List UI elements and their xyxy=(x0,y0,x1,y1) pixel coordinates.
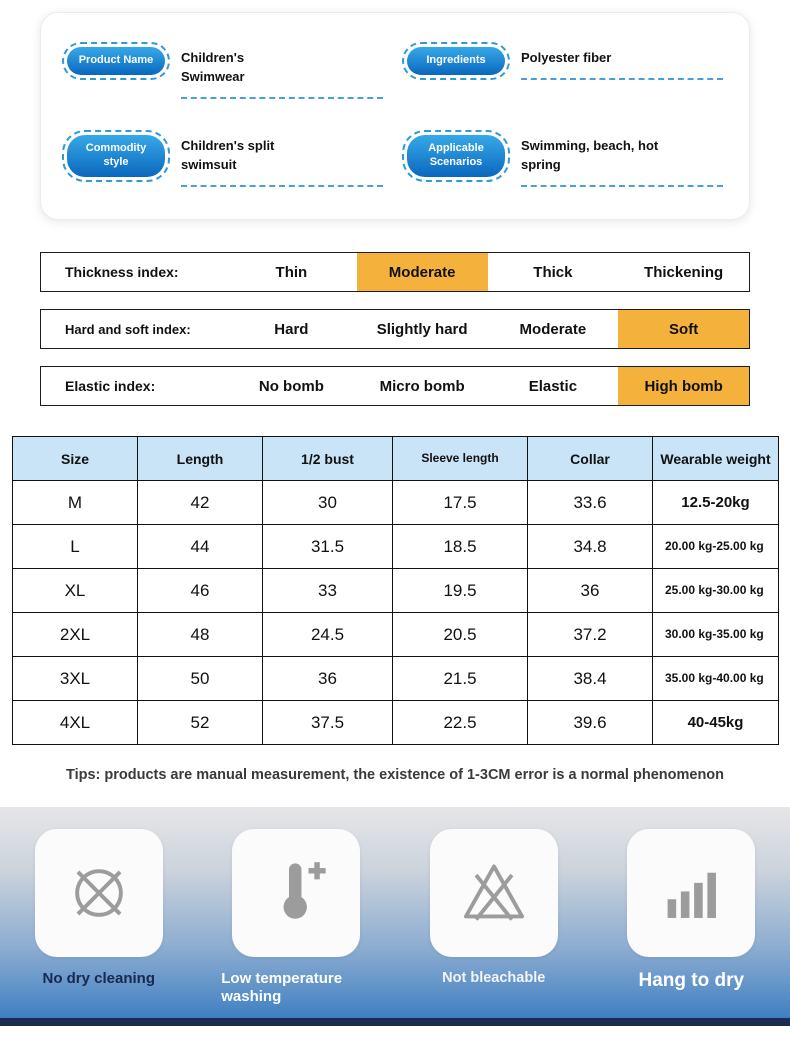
care-item-no-dry-cleaning xyxy=(6,829,192,988)
low-temperature-washing-icon xyxy=(257,854,335,932)
table-row xyxy=(13,481,779,525)
table-cell: 46 xyxy=(138,569,263,613)
column-header-wearable-weight: Wearable weight xyxy=(653,437,779,481)
table-cell: 18.5 xyxy=(393,525,528,569)
table-cell: 37.2 xyxy=(528,613,653,657)
footer-bar xyxy=(0,1018,790,1026)
icon-box xyxy=(430,829,558,957)
elastic-option-high-bomb: High bomb xyxy=(618,367,749,405)
no-dry-cleaning-icon xyxy=(60,854,138,932)
table-row xyxy=(13,569,779,613)
thickness-index-bar xyxy=(40,252,750,292)
care-item-not-bleachable xyxy=(401,829,587,987)
care-item-low-temperature-washing xyxy=(203,829,389,1006)
hardsoft-option-moderate: Moderate xyxy=(519,320,587,338)
commodity-style-value: Children's split swimsuit xyxy=(181,135,383,187)
index-bars xyxy=(40,252,750,406)
elastic-option-micro-bomb: Micro bomb xyxy=(379,377,465,395)
applicable-scenarios-badge: Applicable Scenarios xyxy=(407,135,505,177)
table-cell: 44 xyxy=(138,525,263,569)
hard-soft-index-label: Hard and soft index: xyxy=(65,321,191,337)
care-item-hang-to-dry xyxy=(598,829,784,993)
table-cell: 36 xyxy=(263,657,393,701)
thickness-option-thickening: Thickening xyxy=(644,263,724,281)
table-cell: 42 xyxy=(138,481,263,525)
elastic-option-elastic: Elastic xyxy=(528,377,578,395)
table-row xyxy=(13,613,779,657)
thickness-option-moderate: Moderate xyxy=(357,253,488,291)
table-cell: 31.5 xyxy=(263,525,393,569)
thickness-index-label: Thickness index: xyxy=(65,264,179,280)
care-label: Low temperature washing xyxy=(221,970,343,1005)
table-cell: 19.5 xyxy=(393,569,528,613)
table-cell: 33 xyxy=(263,569,393,613)
table-cell: 30.00 kg-35.00 kg xyxy=(653,613,779,657)
table-cell: 34.8 xyxy=(528,525,653,569)
elastic-option-no-bomb: No bomb xyxy=(258,377,324,395)
table-cell: M xyxy=(13,481,138,525)
care-label: Hang to dry xyxy=(638,970,745,991)
applicable-scenarios-value: Swimming, beach, hot spring xyxy=(521,135,723,187)
hard-soft-index-bar xyxy=(40,309,750,349)
thickness-option-thick: Thick xyxy=(533,263,573,281)
column-header-sleeve-length: Sleeve length xyxy=(393,437,528,481)
table-cell: 36 xyxy=(528,569,653,613)
table-cell: 24.5 xyxy=(263,613,393,657)
table-cell: 50 xyxy=(138,657,263,701)
product-name-value: Children's Swimwear xyxy=(181,47,383,99)
table-cell: 20.00 kg-25.00 kg xyxy=(653,525,779,569)
table-cell: 48 xyxy=(138,613,263,657)
field-applicable-scenarios xyxy=(407,135,723,189)
not-bleachable-icon xyxy=(455,854,533,932)
table-row xyxy=(13,657,779,701)
column-header-length: Length xyxy=(138,437,263,481)
table-cell: 38.4 xyxy=(528,657,653,701)
column-header-collar: Collar xyxy=(528,437,653,481)
ingredients-value: Polyester fiber xyxy=(521,47,723,80)
commodity-style-badge: Commodity style xyxy=(67,135,165,177)
thickness-option-thin: Thin xyxy=(275,263,308,281)
care-label: No dry cleaning xyxy=(42,970,156,987)
table-cell: 33.6 xyxy=(528,481,653,525)
ingredients-badge: Ingredients xyxy=(407,47,505,75)
table-header-row xyxy=(13,437,779,481)
table-row xyxy=(13,525,779,569)
column-header-size: Size xyxy=(13,437,138,481)
table-cell: 39.6 xyxy=(528,701,653,745)
table-cell: 12.5-20kg xyxy=(653,481,779,525)
icon-box xyxy=(35,829,163,957)
table-cell: 4XL xyxy=(13,701,138,745)
table-cell: 25.00 kg-30.00 kg xyxy=(653,569,779,613)
elastic-index-bar xyxy=(40,366,750,406)
icon-box xyxy=(232,829,360,957)
table-cell: 52 xyxy=(138,701,263,745)
table-cell: L xyxy=(13,525,138,569)
hardsoft-option-hard: Hard xyxy=(274,320,309,338)
product-info-card xyxy=(40,12,750,220)
table-row xyxy=(13,701,779,745)
hardsoft-option-slightly-hard: Slightly hard xyxy=(376,320,468,338)
column-header-half-bust: 1/2 bust xyxy=(263,437,393,481)
hang-to-dry-icon xyxy=(652,854,730,932)
field-ingredients xyxy=(407,47,723,101)
field-product-name xyxy=(67,47,383,101)
icon-box xyxy=(627,829,755,957)
table-cell: 17.5 xyxy=(393,481,528,525)
table-cell: 20.5 xyxy=(393,613,528,657)
table-cell: 40-45kg xyxy=(653,701,779,745)
table-cell: 37.5 xyxy=(263,701,393,745)
hardsoft-option-soft: Soft xyxy=(618,310,749,348)
care-label: Not bleachable xyxy=(442,970,546,986)
field-commodity-style xyxy=(67,135,383,189)
table-cell: 3XL xyxy=(13,657,138,701)
table-cell: 22.5 xyxy=(393,701,528,745)
tips-text: Tips: products are manual measurement, the existence of 1-3CM error is a normal phenomenon xyxy=(65,767,725,783)
table-cell: 2XL xyxy=(13,613,138,657)
elastic-index-label: Elastic index: xyxy=(65,378,156,394)
size-table xyxy=(12,436,779,745)
care-instructions-section xyxy=(0,807,790,1018)
table-cell: 35.00 kg-40.00 kg xyxy=(653,657,779,701)
product-name-badge: Product Name xyxy=(67,47,165,75)
table-cell: 21.5 xyxy=(393,657,528,701)
table-cell: 30 xyxy=(263,481,393,525)
table-cell: XL xyxy=(13,569,138,613)
